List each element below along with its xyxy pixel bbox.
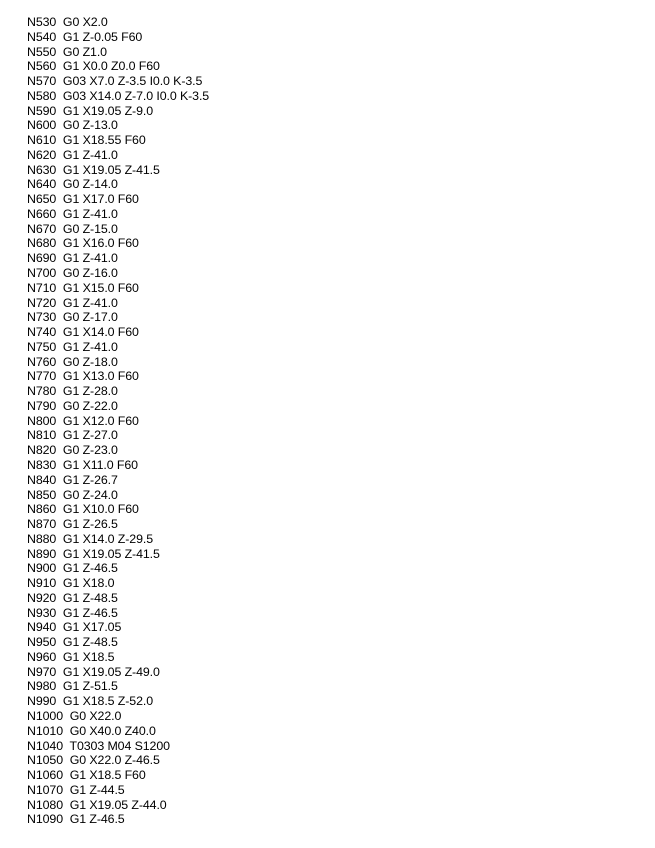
code-line-n570: N570 G03 X7.0 Z-3.5 I0.0 K-3.5	[27, 74, 203, 89]
code-line-n830: N830 G1 X11.0 F60	[27, 457, 138, 472]
code-line-n790: N790 G0 Z-22.0	[27, 398, 118, 413]
code-line-n660: N660 G1 Z-41.0	[27, 206, 118, 221]
code-line-n1000: N1000 G0 X22.0	[27, 708, 122, 723]
code-line-n920: N920 G1 Z-48.5	[27, 590, 118, 605]
code-line-n550: N550 G0 Z1.0	[27, 44, 107, 59]
code-line-n950: N950 G1 Z-48.5	[27, 635, 118, 650]
code-line-n610: N610 G1 X18.55 F60	[27, 133, 146, 148]
code-line-n720: N720 G1 Z-41.0	[27, 295, 118, 310]
code-line-n1070: N1070 G1 Z-44.5	[27, 782, 125, 797]
code-line-n980: N980 G1 Z-51.5	[27, 679, 118, 694]
code-line-n870: N870 G1 Z-26.5	[27, 517, 118, 532]
code-line-n680: N680 G1 X16.0 F60	[27, 236, 139, 251]
code-line-n700: N700 G0 Z-16.0	[27, 266, 118, 281]
code-line-n840: N840 G1 Z-26.7	[27, 472, 118, 487]
code-line-n1050: N1050 G0 X22.0 Z-46.5	[27, 753, 160, 768]
code-line-n890: N890 G1 X19.05 Z-41.5	[27, 546, 160, 561]
code-line-n760: N760 G0 Z-18.0	[27, 354, 118, 369]
code-line-n960: N960 G1 X18.5	[27, 649, 115, 664]
code-line-n650: N650 G1 X17.0 F60	[27, 192, 139, 207]
code-line-n1040: N1040 T0303 M04 S1200	[27, 738, 170, 753]
code-line-n640: N640 G0 Z-14.0	[27, 177, 118, 192]
code-line-n740: N740 G1 X14.0 F60	[27, 325, 139, 340]
code-line-n1080: N1080 G1 X19.05 Z-44.0	[27, 797, 167, 812]
code-line-n880: N880 G1 X14.0 Z-29.5	[27, 531, 154, 546]
code-line-n750: N750 G1 Z-41.0	[27, 339, 118, 354]
code-line-n850: N850 G0 Z-24.0	[27, 487, 118, 502]
code-line-n730: N730 G0 Z-17.0	[27, 310, 118, 325]
code-line-n800: N800 G1 X12.0 F60	[27, 413, 139, 428]
nc-program-listing	[27, 15, 209, 827]
code-line-n590: N590 G1 X19.05 Z-9.0	[27, 103, 154, 118]
code-line-n530: N530 G0 X2.0	[27, 15, 108, 29]
code-line-n560: N560 G1 X0.0 Z0.0 F60	[27, 59, 160, 74]
code-line-n810: N810 G1 Z-27.0	[27, 428, 118, 443]
code-line-n670: N670 G0 Z-15.0	[27, 221, 118, 236]
code-line-n540: N540 G1 Z-0.05 F60	[27, 29, 143, 44]
code-line-n910: N910 G1 X18.0	[27, 576, 115, 591]
code-line-n930: N930 G1 Z-46.5	[27, 605, 118, 620]
code-line-n710: N710 G1 X15.0 F60	[27, 280, 139, 295]
code-line-n940: N940 G1 X17.05	[27, 620, 122, 635]
code-line-n690: N690 G1 Z-41.0	[27, 251, 118, 266]
code-line-n1010: N1010 G0 X40.0 Z40.0	[27, 723, 156, 738]
code-line-n970: N970 G1 X19.05 Z-49.0	[27, 664, 160, 679]
code-line-n1060: N1060 G1 X18.5 F60	[27, 768, 146, 783]
code-line-n820: N820 G0 Z-23.0	[27, 443, 118, 458]
code-line-n580: N580 G03 X14.0 Z-7.0 I0.0 K-3.5	[27, 88, 210, 103]
code-line-n770: N770 G1 X13.0 F60	[27, 369, 139, 384]
code-line-n900: N900 G1 Z-46.5	[27, 561, 118, 576]
code-line-n780: N780 G1 Z-28.0	[27, 384, 118, 399]
code-line-n860: N860 G1 X10.0 F60	[27, 502, 139, 517]
code-line-n990: N990 G1 X18.5 Z-52.0	[27, 694, 154, 709]
code-line-n1090: N1090 G1 Z-46.5	[27, 812, 125, 827]
code-line-n600: N600 G0 Z-13.0	[27, 118, 118, 133]
code-line-n630: N630 G1 X19.05 Z-41.5	[27, 162, 160, 177]
code-line-n620: N620 G1 Z-41.0	[27, 147, 118, 162]
